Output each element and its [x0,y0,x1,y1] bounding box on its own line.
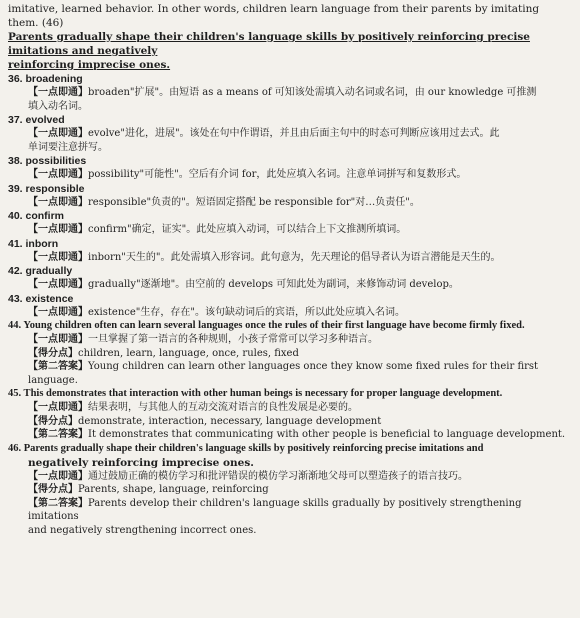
translation-answers [8,319,572,537]
answer-word: 40. confirm [8,210,65,222]
answer-item [8,209,572,237]
score-text: children, learn, language, once, rules, fixed [78,347,299,359]
tip-text: 一旦掌握了第一语言的各种规则，小孩子常常可以学习多种语言。 [88,334,378,345]
alternative-answer-cont: language. [28,374,78,386]
tip-text: responsible"负责的"。短语固定搭配 be responsible for"对…负责任"。 [88,196,420,208]
answer-word: 36. broadening [8,73,83,85]
tip-text: 通过鼓励正确的模仿学习和批评错误的模仿学习渐渐地父母可以塑造孩子的语言技巧。 [88,470,468,482]
tip-text: existence"生存，存在"。该句缺动词后的宾语，所以此处应填入名词。 [88,306,405,318]
answer-word: 41. inborn [8,237,59,250]
highlighted-sentence-line2: reinforcing imprecise ones. [8,59,171,71]
alt-text: It demonstrates that communicating with other people is beneficial to language development. [88,429,566,440]
tip-tag: 【一点即通】 [28,169,88,180]
score-text: demonstrate, interaction, necessary, language development [78,415,382,427]
tip-tag: 【一点即通】 [28,402,88,413]
answer-explanation-cont: 填入动名词。 [28,100,88,112]
translation-item [8,442,572,538]
highlighted-sentence-line1: Parents gradually shape their children's language skills by positively reinforcing precise imitations and negatively [8,31,530,57]
answer-explanation [8,278,572,292]
score-text: Parents, shape, language, reinforcing [78,484,269,495]
alternative-answer [8,360,572,374]
answer-explanation-cont: 单词要注意拼写。 [28,141,108,153]
source-sentence-cont: negatively reinforcing imprecise ones. [28,456,254,469]
answer-word: 38. possibilities [8,155,87,167]
answer-explanation [8,86,572,100]
score-points [8,415,572,429]
source-sentence: 44. Young children often can learn several languages once the rules of their first language have become firmly fixed. [8,320,525,331]
answer-explanation [8,196,572,210]
alt-tag: 【第二答案】 [28,361,88,372]
answer-item [8,182,572,210]
answer-item [8,237,572,265]
answer-explanation [8,127,572,141]
answer-word: 43. existence [8,292,74,305]
translation-item [8,319,572,387]
tip-text: gradually"逐渐地"。由空前的 develops 可知此处为副词，来修饰动词 develop。 [88,279,459,290]
answer-word: 42. gradually [8,265,73,277]
answer-item [8,264,572,292]
source-sentence: 46. Parents gradually shape their children's language skills by positively reinforcing precise imitations and [8,442,484,454]
alternative-answer-cont: and negatively strengthening incorrect ones. [28,524,257,536]
answer-item [8,154,572,182]
tip-tag: 【一点即通】 [28,279,88,290]
tip-tag: 【一点即通】 [28,251,88,263]
alt-text: Young children can learn other languages once they know some fixed rules for their first [88,361,539,372]
answer-word: 37. evolved [8,114,65,126]
translation-tip [8,470,572,484]
question-number: (46) [41,17,64,29]
tip-tag: 【一点即通】 [28,470,88,482]
tip-tag: 【一点即通】 [28,87,88,98]
fill-in-answers [8,72,572,319]
answer-explanation [8,168,572,182]
tip-tag: 【一点即通】 [28,224,88,235]
tip-text: confirm"确定，证实"。此处应填入动词，可以结合上下文推测所填词。 [88,224,407,235]
tip-tag: 【一点即通】 [28,128,88,139]
tip-text: 结果表明，与其他人的互动交流对语言的良性发展是必要的。 [88,402,358,413]
score-tag: 【得分点】 [28,415,78,427]
score-tag: 【得分点】 [28,484,78,495]
answer-explanation [8,306,572,320]
intro-line: imitative, learned behavior. In other words, children learn language from their parents by imitating them. [8,3,540,29]
alternative-answer [8,428,572,442]
answer-item [8,292,572,320]
alternative-answer [8,497,572,524]
answer-explanation [8,251,572,265]
tip-text: broaden"扩展"。由短语 as a means of 可知该处需填入动名词或名词，由 our knowledge 可推测 [88,87,537,98]
score-points [8,347,572,361]
tip-tag: 【一点即通】 [28,334,88,345]
translation-tip [8,401,572,415]
source-sentence: 45. This demonstrates that interaction with other human beings is necessary for proper language development. [8,388,503,399]
intro-paragraph [8,2,572,72]
tip-tag: 【一点即通】 [28,196,88,208]
alt-tag: 【第二答案】 [28,429,88,440]
tip-text: possibility"可能性"。空后有介词 for，此处应填入名词。注意单词拼写和复数形式。 [88,169,467,180]
tip-text: inborn"天生的"。此处需填入形容词。此句意为，先天理论的倡导者认为语言潜能是天生的。 [88,251,501,263]
tip-tag: 【一点即通】 [28,306,88,318]
translation-item [8,387,572,442]
score-points [8,483,572,497]
answer-word: 39. responsible [8,182,85,195]
score-tag: 【得分点】 [28,347,78,359]
translation-tip [8,333,572,347]
alt-text: Parents develop their children's language skills gradually by positively strengthening imitations [28,497,522,522]
alt-tag: 【第二答案】 [28,497,88,509]
answer-item [8,72,572,113]
answer-explanation [8,223,572,237]
tip-text: evolve"进化，进展"。该处在句中作谓语，并且由后面主句中的时态可判断应该用过去式。此 [88,128,500,139]
answer-item [8,113,572,154]
